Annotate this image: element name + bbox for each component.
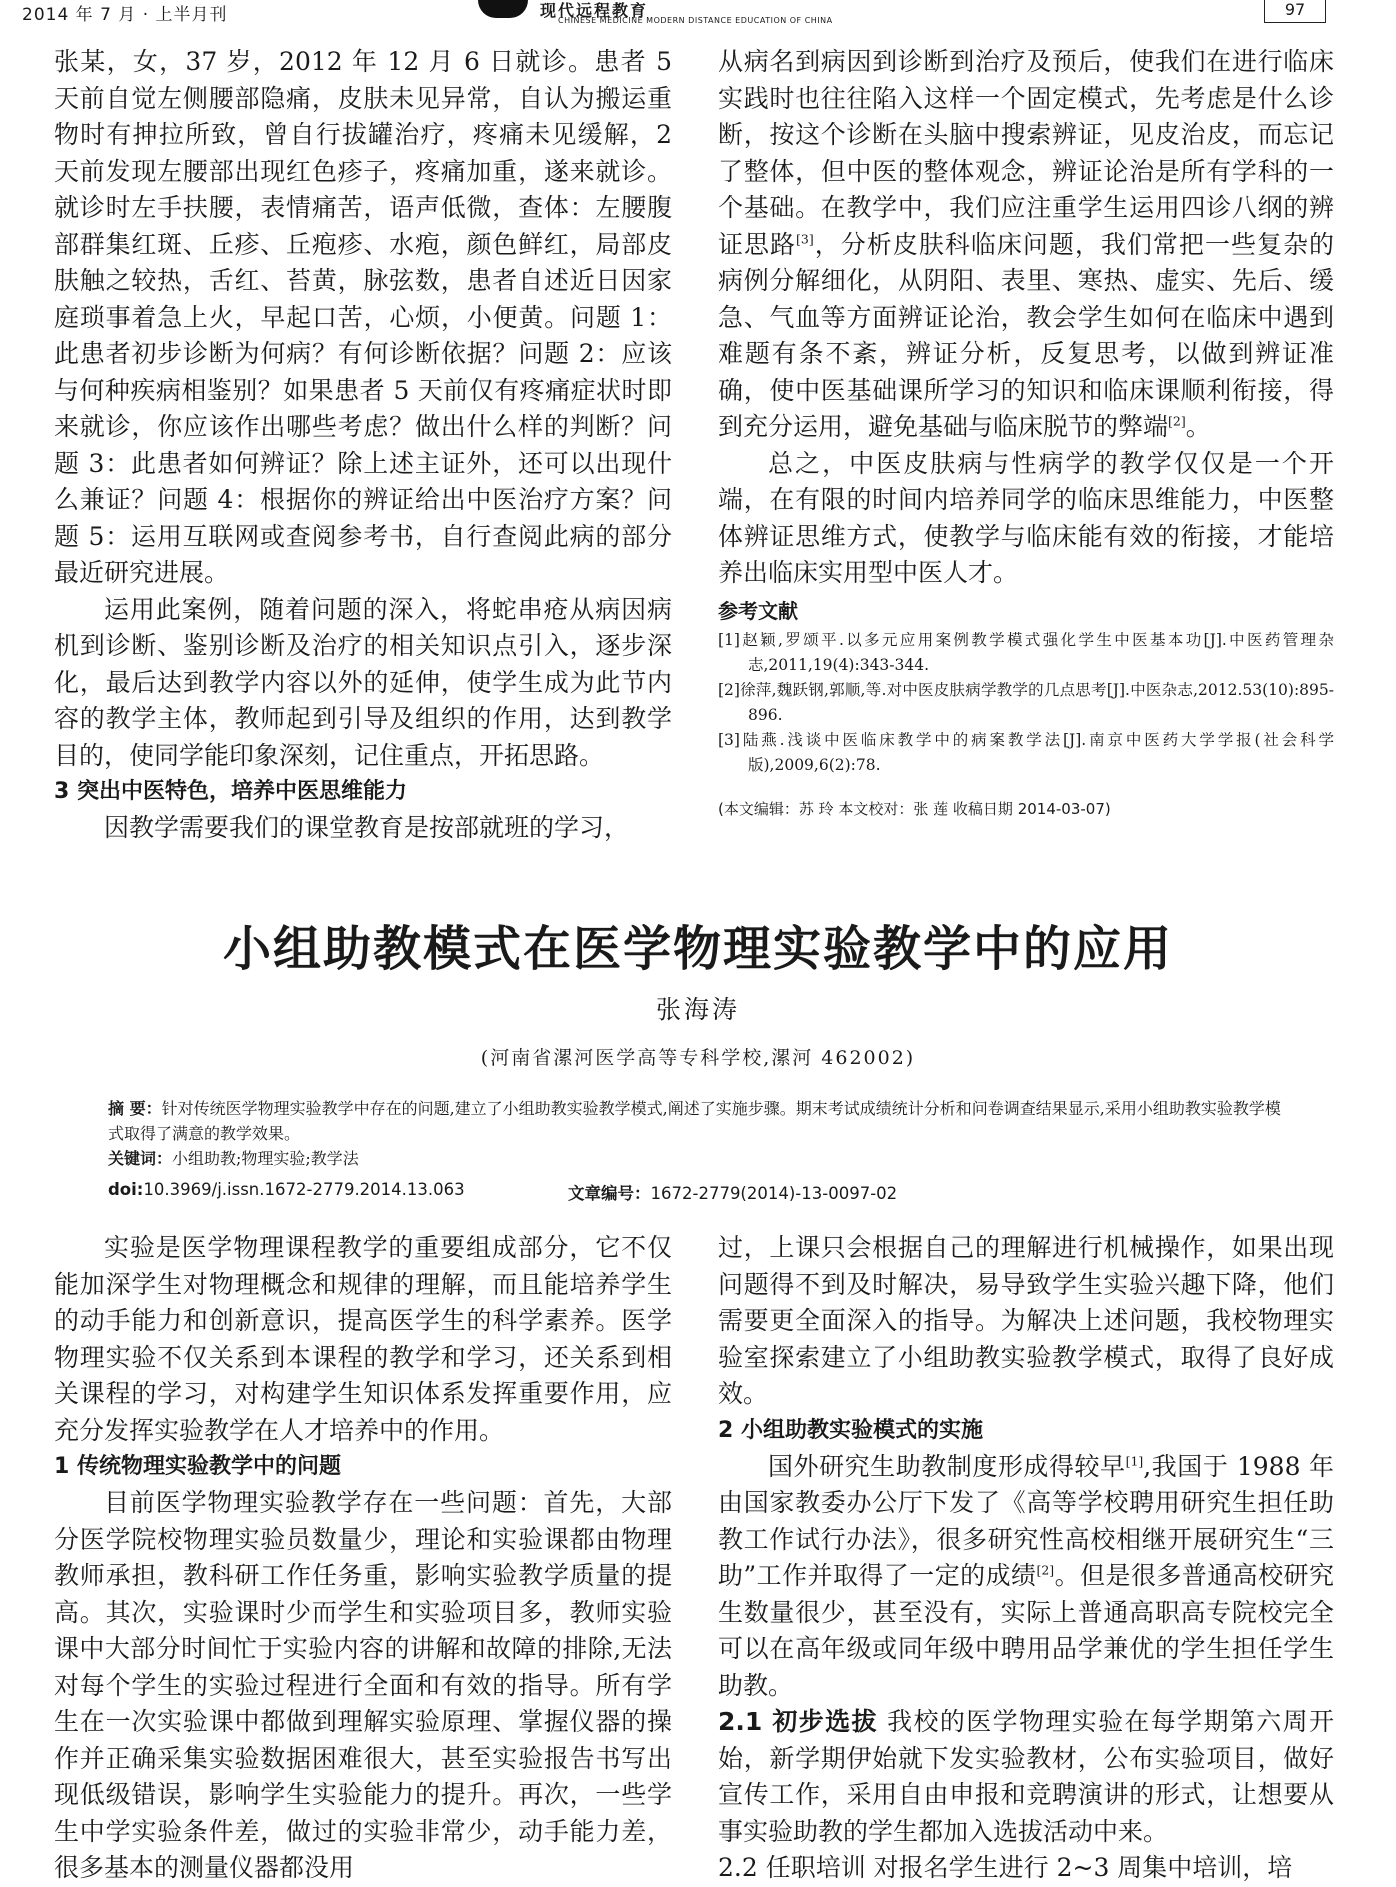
author-affiliation: (河南省漯河医学高等专科学校,漯河 462002)	[480, 1047, 916, 1069]
subsection-heading-2-1: 2.1 初步选拔	[718, 1707, 878, 1736]
abstract-block	[108, 1096, 1288, 1171]
keywords-label: 关键词：	[108, 1149, 173, 1168]
selection-paragraph: 2.1 初步选拔 我校的医学物理实验在每学期第六周开始，新学期伊始就下发实验教材，公布实验项目，做好宣传工作，采用自由申报和竞聘演讲的形式，让想要从事实验助教的学生都加入选拔活动中来。	[718, 1707, 1334, 1846]
article-meta	[108, 1180, 1288, 1203]
article-right-column	[718, 1230, 1334, 1887]
editor-note: (本文编辑：苏 玲 本文校对：张 莲 收稿日期 2014-03-07)	[718, 799, 1111, 818]
problems-paragraph: 目前医学物理实验教学存在一些问题：首先，大部分医学院校物理实验员数量少，理论和实验课都由物理教师承担，教科研工作任务重，影响实验教学质量的提高。其次，实验课时少而学生和实验项目多，教师实验课中大部分时间忙于实验内容的讲解和故障的排除,无法对每个学生的实验过程进行全面和有效的指导。所有学生在一次实验课中都做到理解实验原理、掌握仪器的操作并正确采集实验数据困难很大，甚至实验报告书写出现低级错误，影响学生实验能力的提升。再次，一些学生中学实验条件差，做过的实验非常少，动手能力差，很多基本的测量仪器都没用	[54, 1488, 672, 1882]
tcm-thinking-paragraph: 从病名到病因到诊断到治疗及预后，使我们在进行临床实践时也往往陷入这样一个固定模式，先考虑是什么诊断，按这个诊断在头脑中搜索辨证，见皮治皮，而忘记了整体，但中医的整体观念，辨证论治是所有学科的一个基础。在教学中，我们应注重学生运用四诊八纲的辨证思路[3]，分析皮肤科临床问题，我们常把一些复杂的病例分解细化，从阴阳、表里、寒热、虚实、先后、缓急、气血等方面辨证论治，教会学生如何在临床中遇到难题有条不紊，辨证分析，反复思考，以做到辨证准确，使中医基础课所学习的知识和临床课顺利衔接，得到充分运用，避免基础与临床脱节的弊端[2]。	[718, 47, 1334, 441]
journal-logo-icon	[478, 0, 528, 18]
doi: doi:10.3969/j.issn.1672-2779.2014.13.063	[108, 1180, 465, 1199]
citation-3: [3]	[796, 231, 814, 247]
article-number: 文章编号：1672-2779(2014)-13-0097-02	[568, 1184, 898, 1203]
continued-paragraph: 过，上课只会根据自己的理解进行机械操作，如果出现问题得不到及时解决，易导致学生实验兴趣下降，他们需要更全面深入的指导。为解决上述问题，我校物理实验室探索建立了小组助教实验教学模式，取得了良好成效。	[718, 1233, 1334, 1408]
reference-item: [1]赵颖,罗颂平.以多元应用案例教学模式强化学生中医基本功[J].中医药管理杂志,2011,19(4):343-344.	[718, 630, 1334, 674]
history-paragraph: 国外研究生助教制度形成得较早[1],我国于 1988 年由国家教委办公厅下发了《高等学校聘用研究生担任助教工作试行办法》，很多研究性高校相继开展研究生“三助”工作并取得了一定的成绩[2]。但是很多普通高校研究生数量很少，甚至没有，实际上普通高职高专院校完全可以在高年级或同年级中聘用品学兼优的学生担任学生助教。	[718, 1451, 1334, 1700]
journal-subtitle: CHINESE MEDICINE MODERN DISTANCE EDUCATION OF CHINA	[558, 16, 833, 25]
prev-right-column	[718, 44, 1334, 819]
references-heading: 参考文献	[718, 598, 798, 623]
case-paragraph: 张某，女，37 岁，2012 年 12 月 6 日就诊。患者 5 天前自觉左侧腰部隐痛，皮肤未见异常，自认为搬运重物时有抻拉所致，曾自行拔罐治疗，疼痛未见缓解，2 天前发现左腰部出现红色疹子，疼痛加重，遂来就诊。就诊时左手扶腰，表情痛苦，语声低微，查体：左腰腹部群集红斑、丘疹、丘疱疹、水疱，颜色鲜红，局部皮肤触之较热，舌红、苔黄，脉弦数，患者自述近日因家庭琐事着急上火，早起口苦，心烦，小便黄。问题 1：此患者初步诊断为何病？有何诊断依据？问题 2：应该与何种疾病相鉴别？如果患者 5 天前仅有疼痛症状时即来就诊，你应该作出哪些考虑？做出什么样的判断？问题 3：此患者如何辨证？除上述主证外，还可以出现什么兼证？问题 4：根据你的辨证给出中医治疗方案？问题 5：运用互联网或查阅参考书，自行查阅此病的部分最近研究进展。	[54, 47, 672, 587]
conclusion-paragraph: 总之，中医皮肤病与性病学的教学仅仅是一个开端，在有限的时间内培养同学的临床思维能力，中医整体辨证思维方式，使教学与临床能有效的衔接，才能培养出临床实用型中医人才。	[718, 448, 1334, 587]
article-title: 小组助教模式在医学物理实验教学中的应用	[222, 921, 1173, 977]
citation-2: [2]	[1168, 413, 1186, 429]
page-number: 97	[1264, 0, 1326, 23]
abstract-text: 针对传统医学物理实验教学中存在的问题,建立了小组助教实验教学模式,阐述了实施步骤。期末考试成绩统计分析和问卷调查结果显示,采用小组助教实验教学模式取得了满意的教学效果。	[108, 1099, 1281, 1143]
section-heading-1: 1 传统物理实验教学中的问题	[54, 1454, 341, 1479]
prev-left-column	[54, 44, 672, 847]
abstract-label: 摘 要：	[108, 1099, 162, 1118]
issue-date: 2014 年 7 月 · 上半月刊	[22, 5, 228, 25]
journal-title: 现代远程教育	[540, 1, 649, 20]
citation-1: [1]	[1125, 1453, 1144, 1469]
article-author: 张海涛	[655, 995, 740, 1024]
keywords	[108, 1146, 1288, 1171]
reference-item: [3]陆燕.浅谈中医临床教学中的病案教学法[J].南京中医药大学学报(社会科学版),2009,6(2):78.	[718, 730, 1334, 774]
training-paragraph: 2.2 任职培训 对报名学生进行 2~3 周集中培训，培	[718, 1853, 1293, 1882]
running-header	[0, 0, 1396, 25]
intro-paragraph: 实验是医学物理课程教学的重要组成部分，它不仅能加深学生对物理概念和规律的理解，而且能培养学生的动手能力和创新意识，提高医学生的科学素养。医学物理实验不仅关系到本课程的教学和学习，还关系到相关课程的学习，对构建学生知识体系发挥重要作用，应充分发挥实验教学在人才培养中的作用。	[54, 1233, 672, 1445]
section-heading-2: 2 小组助教实验模式的实施	[718, 1417, 983, 1443]
continued-paragraph: 因教学需要我们的课堂教育是按部就班的学习，	[104, 813, 630, 842]
abstract	[108, 1096, 1288, 1146]
section-heading-3: 3 突出中医特色，培养中医思维能力	[54, 779, 407, 804]
keywords-text: 小组助教;物理实验;教学法	[172, 1149, 359, 1168]
citation-2: [2]	[1036, 1562, 1055, 1578]
case-discussion-paragraph: 运用此案例，随着问题的深入，将蛇串疮从病因病机到诊断、鉴别诊断及治疗的相关知识点引入，逐步深化，最后达到教学内容以外的延伸，使学生成为此节内容的教学主体，教师起到引导及组织的作用，达到教学目的，使同学能印象深刻，记住重点，开拓思路。	[54, 594, 672, 770]
reference-item: [2]徐萍,魏跃钢,郭顺,等.对中医皮肤病学教学的几点思考[J].中医杂志,2012.53(10):895-896.	[718, 680, 1334, 724]
article-left-column	[54, 1230, 672, 1887]
